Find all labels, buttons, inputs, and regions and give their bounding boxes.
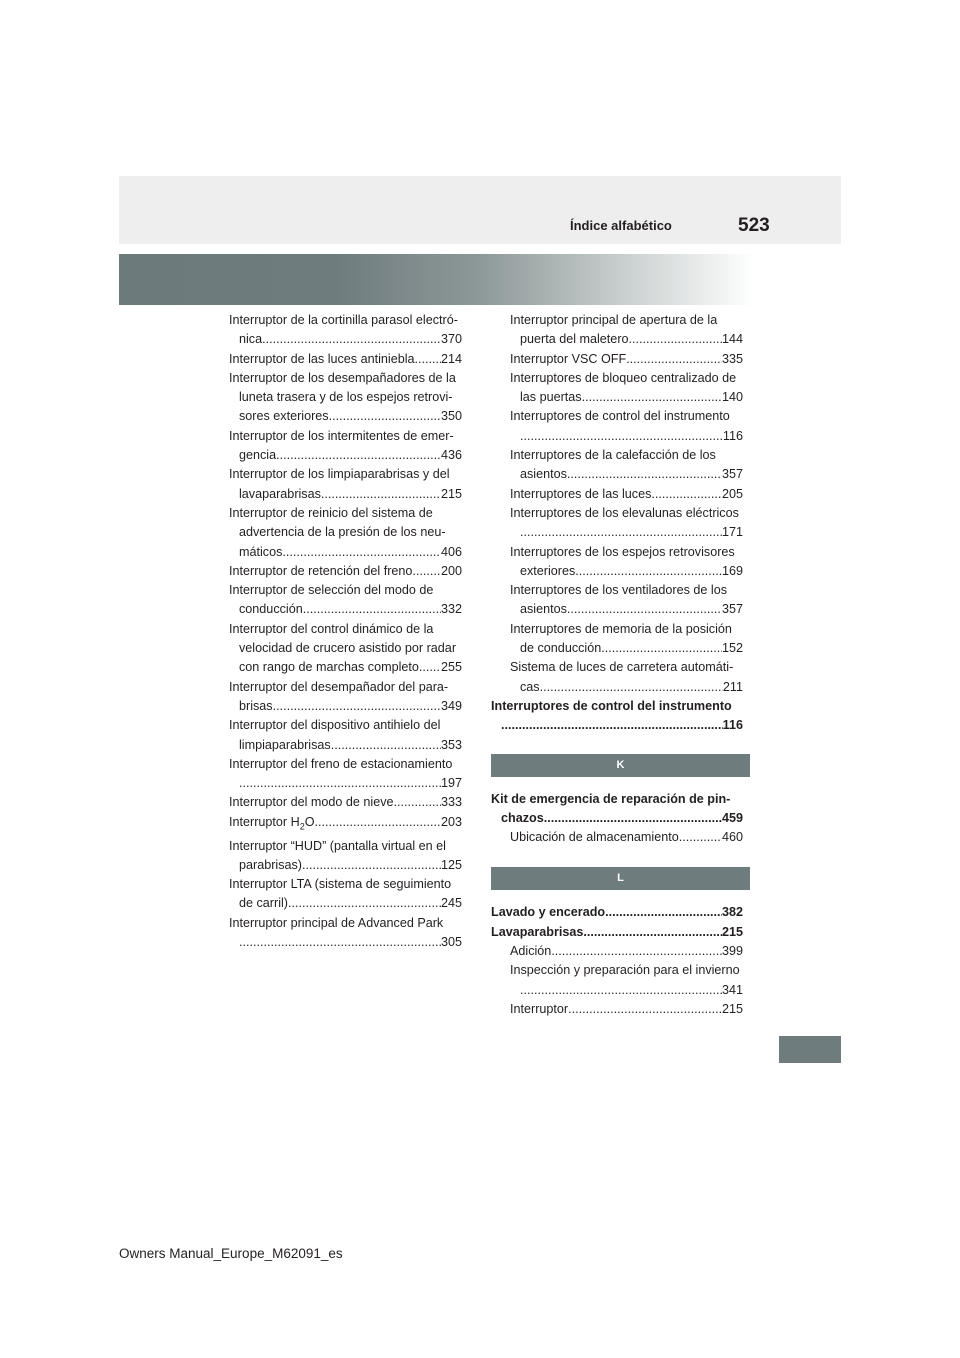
dot-leader	[321, 485, 441, 504]
index-entry	[491, 923, 743, 942]
entry-line: luneta trasera y de los espejos retrovi-	[239, 390, 453, 405]
dot-leader	[501, 716, 723, 735]
page-ref: 215	[440, 486, 462, 501]
entry-page-row	[229, 446, 462, 465]
entry-line: Sistema de luces de carretera automáti-	[510, 660, 734, 675]
dot-leader	[302, 856, 441, 875]
entry-page-row	[491, 923, 743, 942]
page-ref: 205	[721, 486, 743, 501]
dot-leader	[419, 658, 441, 677]
section-k-subs	[491, 828, 743, 847]
entry-term: de conducción	[520, 641, 602, 656]
page-ref: 197	[440, 776, 462, 791]
index-entry	[491, 790, 743, 829]
entry-page-row	[229, 543, 462, 562]
page-ref: 144	[721, 332, 743, 347]
entry-line: Interruptores de control del instrumento	[510, 409, 730, 424]
entry-line: Interruptor del control dinámico de la	[229, 621, 434, 636]
page-ref: 140	[721, 390, 743, 405]
entry-term: nica	[239, 332, 263, 347]
section-k-main	[491, 790, 743, 829]
entry-term: puerta del maletero	[520, 332, 629, 347]
entry-line: Kit de emergencia de reparación de pin-	[491, 791, 731, 806]
dot-leader	[303, 600, 441, 619]
page-ref: 125	[440, 857, 462, 872]
index-entry	[229, 350, 462, 369]
entry-page-row	[510, 485, 743, 504]
index-entry	[229, 875, 462, 914]
page-ref: 349	[440, 698, 462, 713]
index-entry	[229, 581, 462, 620]
page-ref: 116	[722, 718, 743, 733]
index-entry	[510, 446, 743, 485]
index-entry	[510, 311, 743, 350]
entry-page-row	[229, 856, 462, 875]
page-ref: 333	[440, 795, 462, 810]
entry-term: Lavado y encerado	[491, 905, 606, 920]
entry-term	[229, 813, 315, 837]
entry-term: sores exteriores	[239, 409, 329, 424]
entry-line: Interruptores de los espejos retrovisores	[510, 544, 735, 559]
entry-term-subscript: 2	[299, 821, 305, 832]
section-l-subs	[491, 942, 743, 1019]
page-ref: 399	[721, 944, 743, 959]
entry-page-row	[510, 1000, 743, 1019]
letter-band-l: L	[491, 867, 750, 890]
dot-leader	[575, 562, 722, 581]
index-entry	[229, 716, 462, 755]
page-ref: 436	[440, 448, 462, 463]
entry-line: Interruptor principal de Advanced Park	[229, 915, 444, 930]
index-entry	[510, 961, 743, 1000]
dot-leader	[315, 813, 441, 837]
index-entry	[491, 903, 743, 922]
entry-page-row	[510, 639, 743, 658]
page-ref: 353	[440, 737, 462, 752]
entry-term: asientos	[520, 467, 567, 482]
dot-leader	[239, 933, 441, 952]
dot-leader	[273, 697, 441, 716]
entry-page-row	[491, 716, 743, 735]
dot-leader	[239, 774, 441, 793]
entry-term: con rango de marchas completo	[239, 660, 419, 675]
entry-page-row	[510, 350, 743, 369]
index-entry	[491, 697, 743, 736]
entry-term: Interruptor del modo de nieve	[229, 795, 394, 810]
entry-term: Ubicación de almacenamiento	[510, 830, 679, 845]
dot-leader	[679, 828, 722, 847]
entry-term: exteriores	[520, 563, 576, 578]
index-entry	[510, 658, 743, 697]
entry-term: Interruptor de las luces antiniebla	[229, 351, 415, 366]
dot-leader	[412, 562, 441, 581]
dot-leader	[288, 894, 441, 913]
entry-term: parabrisas)	[239, 857, 302, 872]
entry-term: Interruptores de las luces	[510, 486, 652, 501]
entry-term: limpiaparabrisas	[239, 737, 331, 752]
entry-line: Interruptores de los elevalunas eléctricos	[510, 505, 739, 520]
entry-term: de carril)	[239, 896, 288, 911]
page-ref: 215	[721, 1001, 743, 1016]
entry-page-row	[510, 828, 743, 847]
entry-page-row	[229, 894, 462, 913]
entry-page-row	[491, 903, 743, 922]
section-title: Índice alfabético	[570, 218, 672, 233]
entry-term: gencia	[239, 448, 277, 463]
entry-page-row	[510, 562, 743, 581]
entry-line: Inspección y preparación para el invierno	[510, 963, 740, 978]
entry-page-row	[510, 523, 743, 542]
index-entry	[510, 828, 743, 847]
entry-line: Interruptores de los ventiladores de los	[510, 583, 728, 598]
page-ref: 152	[721, 641, 743, 656]
entry-line: Interruptor de los limpiaparabrisas y del	[229, 467, 450, 482]
entry-page-row	[229, 774, 462, 793]
entry-page-row	[510, 600, 743, 619]
dot-leader	[329, 407, 441, 426]
thumb-tab	[779, 1036, 841, 1063]
index-entry	[510, 504, 743, 543]
page-ref: 350	[440, 409, 462, 424]
entry-page-row	[510, 427, 743, 446]
entry-term: Interruptor	[510, 1001, 569, 1016]
page-ref: 169	[721, 563, 743, 578]
entry-page-row	[229, 562, 462, 581]
entry-page-row	[510, 678, 743, 697]
entry-term: las puertas	[520, 390, 582, 405]
entry-term: Interruptor de retención del freno	[229, 563, 413, 578]
dot-leader	[626, 350, 722, 369]
index-entry	[229, 813, 462, 837]
entry-page-row	[510, 330, 743, 349]
index-entry	[510, 581, 743, 620]
entry-term: lavaparabrisas	[239, 486, 321, 501]
index-entry	[510, 543, 743, 582]
index-entry	[510, 942, 743, 961]
page-ref: 382	[721, 905, 743, 920]
page-number: 523	[738, 215, 770, 236]
entry-line: velocidad de crucero asistido por radar	[239, 641, 457, 656]
entry-line: Interruptor de la cortinilla parasol electró-	[229, 313, 458, 327]
entry-page-row	[491, 809, 743, 828]
index-entry	[510, 1000, 743, 1019]
dot-leader	[262, 330, 441, 349]
entry-term: Adición	[510, 944, 552, 959]
dot-leader	[551, 942, 722, 961]
entry-page-row	[229, 407, 462, 426]
entry-line: Interruptor de reinicio del sistema de	[229, 505, 433, 520]
index-entry	[229, 504, 462, 562]
dot-leader	[567, 465, 722, 484]
dot-leader	[605, 903, 722, 922]
entry-line: Interruptor del desempañador del para-	[229, 679, 449, 694]
page-ref: 459	[721, 810, 743, 825]
page-ref: 332	[440, 602, 462, 617]
entry-line: Interruptor del dispositivo antihielo del	[229, 718, 441, 733]
entry-line: Interruptor “HUD” (pantalla virtual en el	[229, 838, 446, 853]
index-entry	[229, 369, 462, 427]
header-gradient-bar	[119, 254, 841, 305]
entry-term: máticos	[239, 544, 283, 559]
entry-page-row	[229, 485, 462, 504]
entry-page-row	[510, 465, 743, 484]
page-ref: 215	[721, 924, 743, 939]
dot-leader	[394, 793, 441, 812]
index-entry	[510, 620, 743, 659]
dot-leader	[583, 923, 722, 942]
dot-leader	[520, 427, 723, 446]
entry-term-part: O	[304, 814, 315, 829]
index-column-left	[229, 311, 462, 952]
dot-leader	[568, 1000, 722, 1019]
index-entry	[510, 407, 743, 446]
index-entry	[510, 369, 743, 408]
entry-line: Interruptor LTA (sistema de seguimiento	[229, 877, 452, 892]
dot-leader	[520, 523, 722, 542]
dot-leader	[629, 330, 722, 349]
index-entry	[229, 837, 462, 876]
entry-line: Interruptor del freno de estacionamiento	[229, 756, 453, 771]
entry-line: advertencia de la presión de los neu-	[239, 525, 446, 540]
index-entry	[510, 485, 743, 504]
entry-page-row	[229, 813, 462, 837]
dot-leader	[567, 600, 722, 619]
entry-line: Interruptor de los desempañadores de la	[229, 370, 456, 385]
entry-line: Interruptor de selección del modo de	[229, 583, 434, 598]
page-ref: 370	[440, 332, 462, 347]
dot-leader	[601, 639, 722, 658]
index-entry	[229, 427, 462, 466]
entry-page-row	[229, 793, 462, 812]
page-ref: 203	[440, 814, 462, 829]
entry-line: Interruptor principal de apertura de la	[510, 313, 718, 327]
entry-term: cas	[520, 679, 540, 694]
page-ref: 357	[721, 467, 743, 482]
index-entry	[510, 350, 743, 369]
dot-leader	[544, 809, 722, 828]
dot-leader	[651, 485, 722, 504]
page-ref: 116	[722, 428, 743, 443]
entry-term: conducción	[239, 602, 303, 617]
right-sub-entries	[491, 311, 743, 697]
page-ref: 357	[721, 602, 743, 617]
page-ref: 245	[440, 896, 462, 911]
entry-term: brisas	[239, 698, 273, 713]
entry-term: chazos	[501, 810, 544, 825]
entry-page-row	[229, 330, 462, 349]
footer-text: Owners Manual_Europe_M62091_es	[119, 1246, 343, 1261]
entry-page-row	[510, 942, 743, 961]
entry-term-part: Interruptor H	[229, 814, 300, 829]
index-entry	[229, 620, 462, 678]
entry-page-row	[229, 933, 462, 952]
page-ref: 171	[721, 525, 743, 540]
page-ref: 460	[721, 830, 743, 845]
dot-leader	[282, 543, 441, 562]
page-ref: 214	[440, 351, 462, 366]
letter-band-k: K	[491, 754, 750, 777]
page-ref: 305	[440, 935, 462, 950]
page-ref: 406	[440, 544, 462, 559]
entry-line: Interruptores de memoria de la posición	[510, 621, 732, 636]
index-entry	[229, 562, 462, 581]
entry-page-row	[510, 981, 743, 1000]
dot-leader	[415, 350, 441, 369]
entry-page-row	[229, 600, 462, 619]
dot-leader	[540, 678, 723, 697]
dot-leader	[276, 446, 441, 465]
dot-leader	[331, 736, 441, 755]
page-ref: 341	[721, 982, 743, 997]
entry-page-row	[510, 388, 743, 407]
entry-term: asientos	[520, 602, 567, 617]
entry-line: Interruptores de la calefacción de los	[510, 448, 716, 463]
entry-term: Interruptor VSC OFF	[510, 351, 627, 366]
index-entry	[229, 678, 462, 717]
entry-line: Interruptor de los intermitentes de emer-	[229, 428, 454, 443]
index-column-right	[491, 311, 743, 1019]
entry-page-row	[229, 350, 462, 369]
index-entry	[229, 793, 462, 812]
page-ref: 255	[440, 660, 462, 675]
entry-line: Interruptores de control del instrumento	[491, 698, 732, 713]
dot-leader	[582, 388, 722, 407]
index-entry	[229, 311, 462, 350]
header-band	[119, 176, 841, 244]
dot-leader	[520, 981, 722, 1000]
entry-line: Interruptores de bloqueo centralizado de	[510, 370, 737, 385]
index-entry	[229, 465, 462, 504]
index-entry	[229, 914, 462, 953]
right-main-entries	[491, 697, 743, 736]
page-ref: 211	[722, 679, 743, 694]
entry-page-row	[229, 697, 462, 716]
index-entry	[229, 755, 462, 794]
entry-term: Lavaparabrisas	[491, 924, 584, 939]
section-l-mains	[491, 903, 743, 942]
entry-page-row	[229, 658, 462, 677]
page-ref: 335	[721, 351, 743, 366]
entry-page-row	[229, 736, 462, 755]
page-ref: 200	[440, 563, 462, 578]
